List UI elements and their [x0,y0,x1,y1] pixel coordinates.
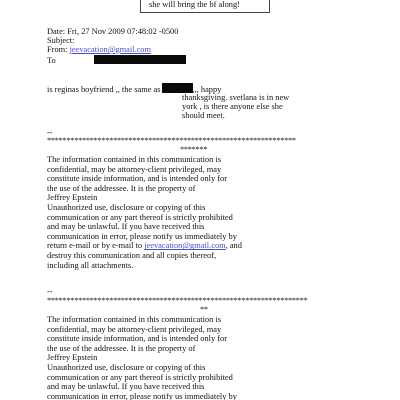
notice-line-email-text: return e-mail or by e-mail to [47,241,145,251]
header-date: Date: Fri, 27 Nov 2009 07:48:02 -0500 [47,27,179,36]
from-email-link[interactable]: jeevacation@gmail.com [69,45,152,54]
notice-line: The information contained in this communication is [47,155,221,164]
confidentiality-notice-1 [47,155,347,270]
notice-line: communication or any part thereof is strictly prohibited [47,212,233,222]
signature-dash: -- [47,287,53,296]
notice-line: confidential, may be attorney-client privileged, may [47,324,222,334]
signature-dash: -- [47,128,53,137]
notice-line: and may be unlawful. If you have received this [47,382,205,392]
quoted-fragment-text: she will bring the bf along! [149,0,240,9]
confidentiality-notice-2 [47,315,347,400]
notice-line: the use of the addressee. It is the property of [47,183,196,193]
separator-stars-short: ** [200,305,208,314]
redaction-box [94,55,186,64]
notice-line: Unauthorized use, disclosure or copying of this [47,362,206,372]
header-to-label: To [47,56,56,65]
body-line-3: york , is there anyone else she [182,102,283,111]
separator-stars: ******************************************************************* [47,296,308,305]
notice-email-link[interactable]: jeevacation@gmail.com [144,241,226,251]
notice-line: Jeffrey Epstein [47,353,98,363]
header-from-label: From: [47,45,70,54]
header-from [47,45,151,55]
notice-line: and may be unlawful. If you have received this [47,222,205,232]
body-line-1-tail: ,,, happy [192,85,222,94]
header-subject: Subject: [47,36,75,45]
notice-line: communication in error, please notify us immediately by [47,391,237,400]
notice-line-email-tail: , and [225,241,242,251]
notice-line: constitute inside information, and is intended only for [47,334,228,344]
notice-line: constitute inside information, and is intended only for [47,174,228,184]
notice-line: communication in error, please notify us immediately by [47,231,237,241]
quoted-fragment-box [140,0,270,13]
header-to [47,55,186,66]
notice-line: confidential, may be attorney-client privileged, may [47,164,222,174]
body-line-1-text: is reginas boyfriend ,, the same as [47,85,161,94]
notice-line: Jeffrey Epstein [47,193,98,203]
notice-line-email [47,241,347,251]
body-line-2: thanksgiving. svetlana is in new [182,93,290,102]
separator-stars: **************************************************************** [47,136,296,145]
notice-line: communication or any part thereof is strictly prohibited [47,372,233,382]
notice-line: destroy this communication and all copies thereof, [47,250,217,260]
notice-line: The information contained in this communication is [47,315,221,324]
notice-line: including all attachments. [47,260,134,270]
body-line-4: should meet. [182,111,225,120]
notice-line: Unauthorized use, disclosure or copying of this [47,202,206,212]
separator-stars-short: ******* [180,145,208,154]
redaction-box [162,83,193,93]
notice-line: the use of the addressee. It is the property of [47,343,196,353]
